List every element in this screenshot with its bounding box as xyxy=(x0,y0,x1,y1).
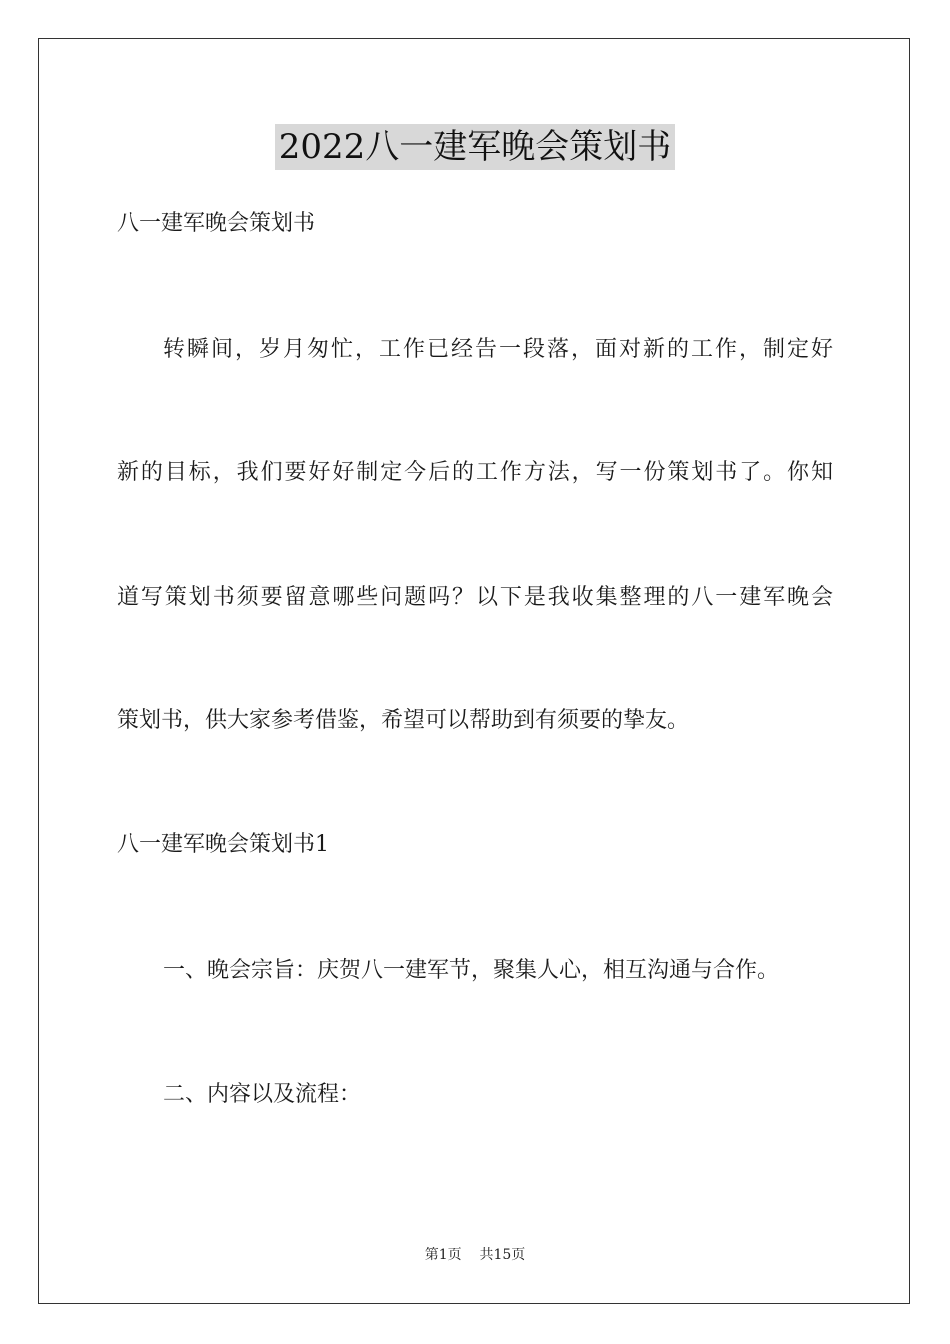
document-title: 2022八一建军晚会策划书 xyxy=(275,124,676,170)
paragraph-line: 转瞬间，岁月匆忙，工作已经告一段落，面对新的工作，制定好 xyxy=(163,337,833,362)
page-footer xyxy=(0,1245,950,1265)
title-container xyxy=(0,124,950,170)
page-total: 共15页 xyxy=(479,1247,526,1263)
paragraph-line: 新的目标，我们要好好制定今后的工作方法，写一份策划书了。你知 xyxy=(117,460,833,485)
page-number: 第1页 xyxy=(424,1247,462,1263)
paragraph-line: 二、内容以及流程： xyxy=(163,1082,362,1107)
paragraph-line: 一、晚会宗旨：庆贺八一建军节，聚集人心，相互沟通与合作。 xyxy=(163,958,780,983)
paragraph-line: 道写策划书须要留意哪些问题吗？以下是我收集整理的八一建军晚会 xyxy=(117,585,833,610)
section-heading: 八一建军晚会策划书1 xyxy=(117,832,329,857)
subtitle-line: 八一建军晚会策划书 xyxy=(117,211,316,236)
paragraph-line: 策划书，供大家参考借鉴，希望可以帮助到有须要的挚友。 xyxy=(117,708,690,733)
